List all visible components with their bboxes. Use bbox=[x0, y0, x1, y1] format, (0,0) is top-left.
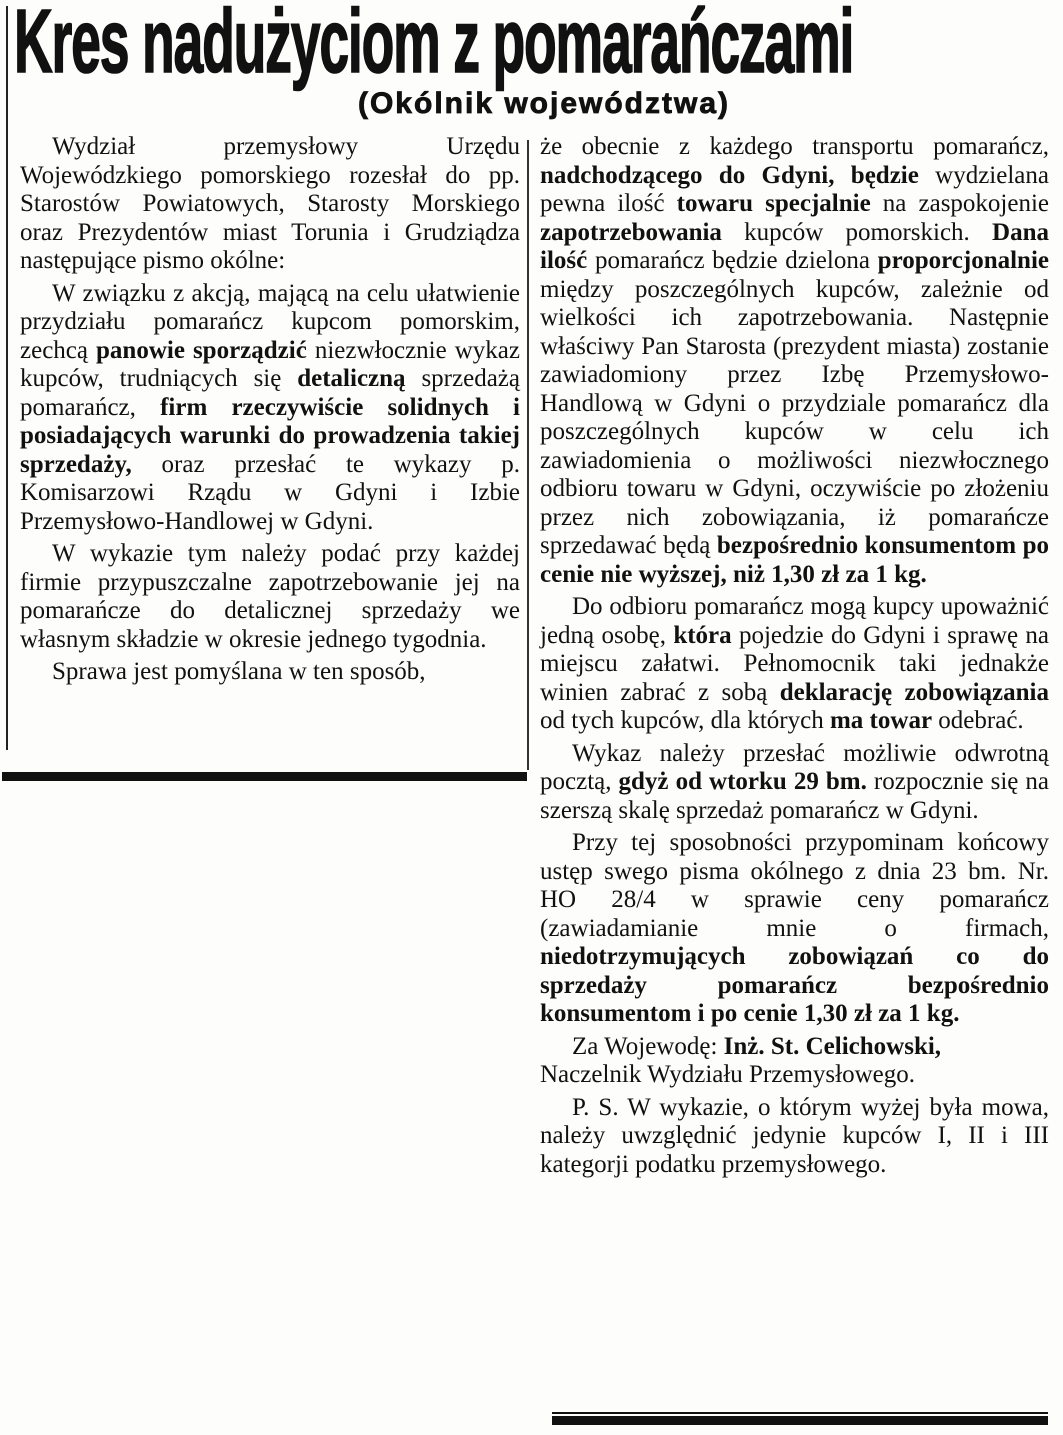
postscript: P. S. W wykazie, o którym wyżej była mowa, należy uwzględnić jedynie kupców I, II i III kategorji podatku przemysłowego. bbox=[540, 1093, 1049, 1178]
paragraph: Sprawa jest pomyślana w ten sposób, bbox=[52, 658, 426, 685]
paragraph: Przy tej sposobności przypominam końcowy ustęp swego pisma okólnego z dnia 23 bm. Nr. HO 28/4 w sprawie ceny pomarańcz (zawiadamianie mnie o firmach, niedotrzymujących zobowiązań co do sprzedaży pomarańcz bezpośrednio konsumentom i po cenie 1,30 zł za 1 kg. bbox=[540, 829, 1049, 1027]
right-column-end-bar bbox=[552, 1416, 1048, 1425]
paragraph: W związku z akcją, mającą na celu ułatwienie przydziału pomarańcz kupcom pomorskim, zechcą panowie sporządzić niezwłocznie wykaz kupców, trudniących się detaliczną sprzedażą pomarańcz, firm rzeczywiście solidnych i posiadających warunki do prowadzenia takiej sprzedaży, oraz przesłać te wykazy p. Komisarzowi Rządu w Gdyni i Izbie Przemysłowo-Handlowej w Gdyni. bbox=[20, 279, 521, 535]
paragraph: Wydział przemysłowy Urzędu Wojewódzkiego pomorskiego rozesłał do pp. Starostów Powiatowych, Starosty Morskiego oraz Prezydentów miast Torunia i Grudziądza następujące pismo okólne: bbox=[20, 133, 520, 274]
left-column-end-bar bbox=[2, 772, 527, 781]
paragraph: Do odbioru pomarańcz mogą kupcy upoważnić jedną osobę, która pojedzie do Gdyni i sprawę na miejscu załatwi. Pełnomocnik taki jednakże winien zabrać z sobą deklarację zobowiązania od tych kupców, dla których ma towar odebrać. bbox=[540, 593, 1049, 734]
subheadline: (Okólnik województwa) bbox=[357, 87, 730, 120]
column-divider bbox=[527, 140, 529, 770]
left-column bbox=[20, 133, 520, 687]
paragraph: że obecnie z każdego transportu pomarańcz, nadchodzącego do Gdyni, będzie wydzielana pewna ilość towaru specjalnie na zaspokojenie zapotrzebowania kupców pomorskich. Dana ilość pomarańcz będzie dzielona proporcjonalnie między poszczególnych kupców, zależnie od wielkości ich zapotrzebowania. Następnie właściwy Pan Starosta (prezydent miasta) zostanie zawiadomiony przez Izbę Przemysłowo-Handlową w Gdyni o przydziale pomarańcz dla poszczególnych kupców w celu ich zawiadomienia o możliwości niezwłocznego odbioru towaru w Gdyni, oczywiście po złożeniu przez nich zobowiązania, iż pomarańcze sprzedawać będą bezpośrednio konsumentom po cenie nie wyższej, niż 1,30 zł za 1 kg. bbox=[540, 133, 1050, 588]
paragraph: W wykazie tym należy podać przy każdej firmie przypuszczalne zapotrzebowanie jej na pomarańcze do detalicznej sprzedaży we własnym składzie w okresie jednego tygodnia. bbox=[20, 540, 520, 653]
paragraph: Wykaz należy przesłać możliwie odwrotną pocztą, gdyż od wtorku 29 bm. rozpocznie się na szerszą skalę sprzedaż pomarańcz w Gdyni. bbox=[540, 739, 1049, 824]
signature-line: Za Wojewodę: Inż. St. Celichowski, Naczelnik Wydziału Przemysłowego. bbox=[540, 1032, 942, 1088]
right-column bbox=[540, 133, 1049, 1179]
headline: Kres nadużyciom z pomarańczami bbox=[14, 0, 854, 92]
right-column-end-rule bbox=[552, 1412, 1048, 1414]
left-margin-rule bbox=[6, 6, 8, 750]
